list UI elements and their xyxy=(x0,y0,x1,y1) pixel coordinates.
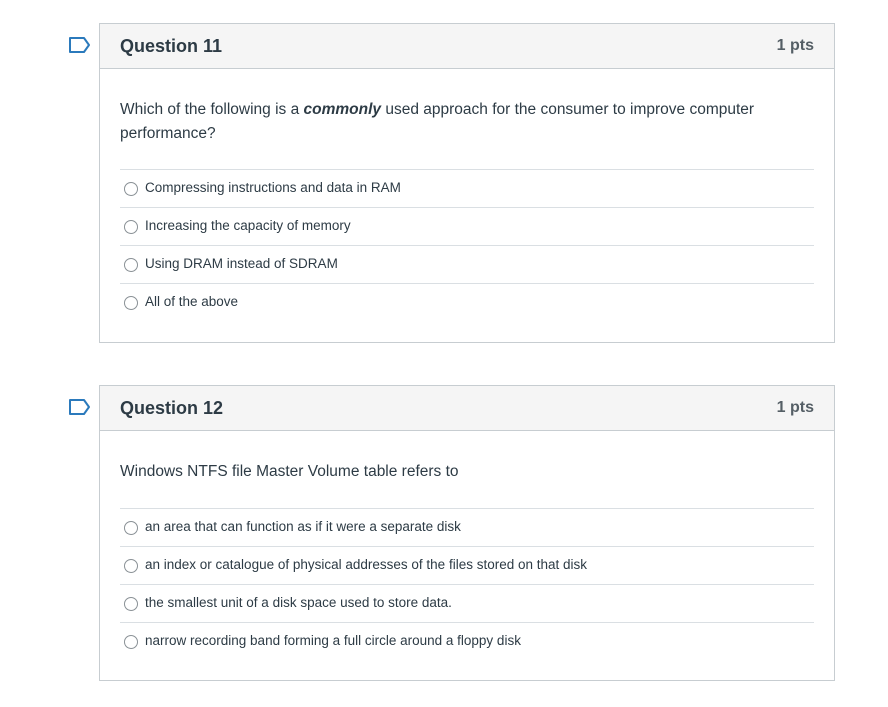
radio-button-icon[interactable] xyxy=(124,220,138,234)
answer-option[interactable] xyxy=(120,585,814,623)
question-body xyxy=(100,431,834,661)
question-text: Windows NTFS file Master Volume table refers to xyxy=(120,463,459,480)
radio-button-icon[interactable] xyxy=(124,296,138,310)
question-points: 1 pts xyxy=(776,399,814,416)
question-body xyxy=(100,69,834,322)
answer-option[interactable] xyxy=(120,623,814,661)
answer-label: an area that can function as if it were a separate disk xyxy=(145,519,461,534)
answer-label: narrow recording band forming a full circle around a floppy disk xyxy=(145,633,521,648)
flag-question-icon[interactable] xyxy=(69,37,91,53)
radio-button-icon[interactable] xyxy=(124,597,138,611)
answer-option[interactable] xyxy=(120,246,814,284)
answer-label: Using DRAM instead of SDRAM xyxy=(145,256,338,271)
question-header xyxy=(100,24,834,69)
radio-button-icon[interactable] xyxy=(124,521,138,535)
question-12 xyxy=(99,385,835,681)
answer-label: All of the above xyxy=(145,294,239,309)
answer-option[interactable] xyxy=(120,509,814,547)
question-text-emphasis: commonly xyxy=(303,101,382,118)
answer-option[interactable] xyxy=(120,547,814,585)
answer-option[interactable] xyxy=(120,284,814,322)
answer-list xyxy=(120,169,814,322)
radio-button-icon[interactable] xyxy=(124,635,138,649)
answer-label: Increasing the capacity of memory xyxy=(145,218,351,233)
answer-label: the smallest unit of a disk space used to store data. xyxy=(145,595,452,610)
question-title: Question 11 xyxy=(120,36,223,56)
radio-button-icon[interactable] xyxy=(124,182,138,196)
answer-label: an index or catalogue of physical addresses of the files stored on that disk xyxy=(145,557,588,572)
flag-question-icon[interactable] xyxy=(69,399,91,415)
question-text-part: used approach for the consumer to improve computer performance? xyxy=(120,101,755,142)
answer-label: Compressing instructions and data in RAM xyxy=(145,180,401,195)
question-11 xyxy=(99,23,835,343)
answer-list xyxy=(120,508,814,661)
question-points: 1 pts xyxy=(776,37,814,54)
question-text-part: Which of the following is a xyxy=(120,101,304,118)
question-text xyxy=(120,69,814,169)
question-header xyxy=(100,386,834,431)
question-title: Question 12 xyxy=(120,398,224,418)
answer-option[interactable] xyxy=(120,208,814,246)
radio-button-icon[interactable] xyxy=(124,559,138,573)
answer-option[interactable] xyxy=(120,170,814,208)
radio-button-icon[interactable] xyxy=(124,258,138,272)
